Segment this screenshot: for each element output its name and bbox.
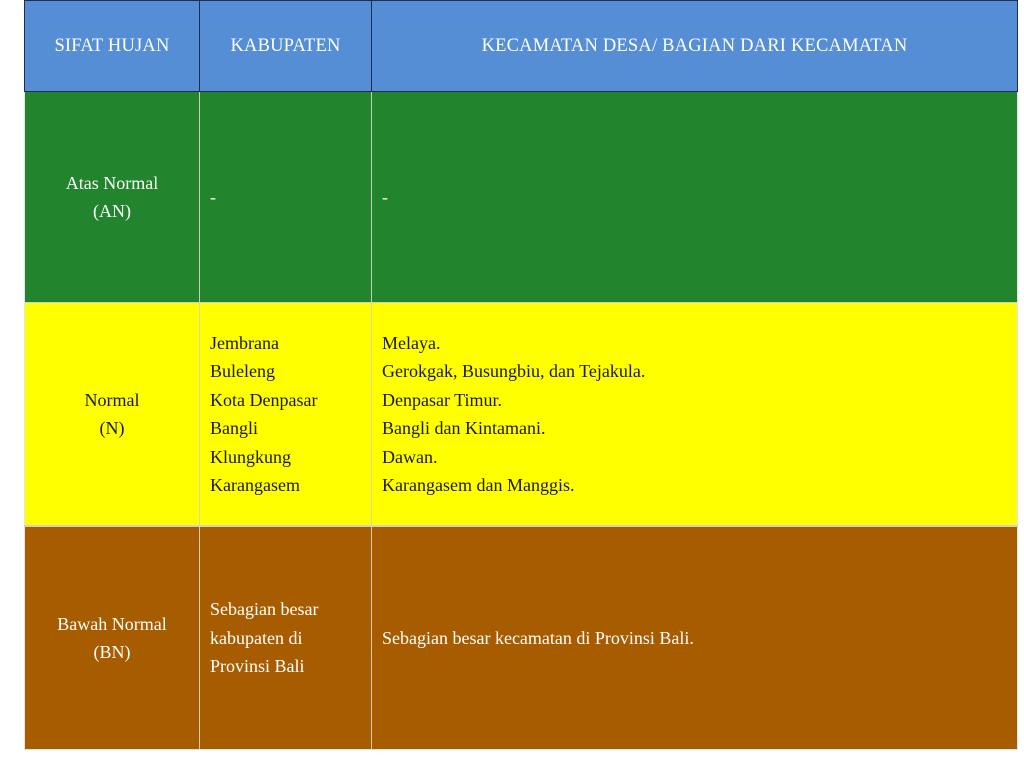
kecamatan-n-item: Dawan. xyxy=(382,446,438,467)
cell-kecamatan-bn xyxy=(372,526,1018,750)
kabupaten-bn-line: kabupaten di xyxy=(210,627,303,648)
cell-kabupaten-an xyxy=(200,92,372,303)
table-header-row xyxy=(25,1,1018,92)
kecamatan-n-item: Bangli dan Kintamani. xyxy=(382,418,546,438)
kabupaten-n-item: Kota Denpasar xyxy=(210,389,318,410)
kabupaten-bn-line: Sebagian besar xyxy=(210,599,319,620)
kabupaten-n-item: Klungkung xyxy=(210,446,291,467)
rainfall-nature-table xyxy=(24,0,1018,750)
kabupaten-n-item: Bangli xyxy=(210,418,258,438)
cell-sifat-an xyxy=(25,92,200,303)
cell-kabupaten-n xyxy=(200,303,372,527)
header-kecamatan: KECAMATAN DESA/ BAGIAN DARI KECAMATAN xyxy=(372,1,1018,92)
table-row-bawah-normal xyxy=(25,526,1018,750)
kecamatan-n-item: Denpasar Timur. xyxy=(382,389,503,410)
kecamatan-n-item: Melaya. xyxy=(382,332,441,353)
table-row-normal xyxy=(25,303,1018,527)
kabupaten-n-item: Karangasem xyxy=(210,475,300,495)
kabupaten-n-item: Jembrana xyxy=(210,332,279,353)
header-kabupaten: KABUPATEN xyxy=(200,1,372,92)
cell-kecamatan-an xyxy=(372,92,1018,303)
kecamatan-bn-value: Sebagian besar kecamatan di Provinsi Bali. xyxy=(382,627,694,648)
sifat-an-line-1: Atas Normal xyxy=(65,172,159,193)
kecamatan-n-item: Karangasem dan Manggis. xyxy=(382,475,575,495)
sifat-an-line-2: (AN) xyxy=(93,201,131,221)
sifat-n-line-2: (N) xyxy=(99,418,125,438)
kecamatan-an-value: - xyxy=(382,186,388,207)
kabupaten-n-item: Buleleng xyxy=(210,361,275,381)
header-sifat-hujan: SIFAT HUJAN xyxy=(25,1,200,92)
sifat-bn-line-2: (BN) xyxy=(93,642,131,662)
kabupaten-bn-line: Provinsi Bali xyxy=(210,656,305,677)
cell-kecamatan-n xyxy=(372,303,1018,527)
table-row-atas-normal xyxy=(25,92,1018,303)
cell-sifat-bn xyxy=(25,526,200,750)
kecamatan-n-item: Gerokgak, Busungbiu, dan Tejakula. xyxy=(382,361,646,381)
cell-kabupaten-bn xyxy=(200,526,372,750)
sifat-n-line-1: Normal xyxy=(84,389,140,410)
sifat-bn-line-1: Bawah Normal xyxy=(57,613,167,634)
kabupaten-an-value: - xyxy=(210,186,216,207)
cell-sifat-n xyxy=(25,303,200,527)
